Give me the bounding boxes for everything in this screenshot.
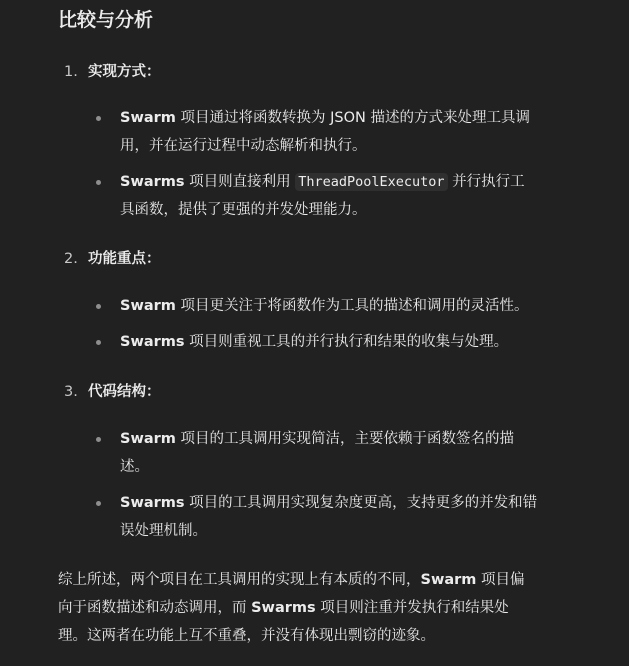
list-item-title: 实现方式：: [88, 64, 161, 80]
bullet-dot-icon: [96, 304, 101, 309]
summary-text: 项目偏: [476, 572, 525, 588]
summary-text: 项目则注重并发执行和结果处: [315, 600, 509, 616]
project-name: Swarms: [120, 174, 185, 190]
list-item-focus: [64, 247, 161, 271]
bullet-dot-icon: [96, 116, 101, 121]
bullet-dot-icon: [96, 180, 101, 185]
summary-text: 综上所述，两个项目在工具调用的实现上有本质的不同，: [58, 572, 421, 588]
bullet-text-part: 并行执行工: [447, 174, 525, 190]
project-name: Swarms: [120, 495, 185, 511]
bullet-text-part: 误处理机制。: [120, 523, 207, 539]
bullet-text: [120, 328, 572, 356]
project-name: Swarm: [420, 572, 477, 588]
bullet-text-part: 项目则重视工具的并行执行和结果的收集与处理。: [184, 334, 509, 350]
bullet-dot-icon: [96, 501, 101, 506]
bullet-text-part: 项目则直接利用: [184, 174, 296, 190]
summary-text: 向于函数描述和动态调用，而: [58, 600, 252, 616]
bullet-text-part: 项目通过将函数转换为 JSON 描述的方式来处理工具调: [175, 110, 530, 126]
project-name: Swarms: [251, 600, 316, 616]
list-item-code-structure: [64, 380, 161, 404]
list-number: 1.: [64, 64, 78, 80]
project-name: Swarm: [120, 298, 176, 314]
bullet-text-part: 用，并在运行过程中动态解析和执行。: [120, 138, 367, 154]
bullet-text: [120, 168, 572, 224]
bullet-dot-icon: [96, 437, 101, 442]
bullet-text: [120, 292, 572, 320]
bullet-text: [120, 104, 572, 160]
bullet-text-part: 具函数，提供了更强的并发处理能力。: [120, 202, 367, 218]
section-heading: 比较与分析: [58, 9, 154, 31]
bullet-text: [120, 425, 572, 481]
bullet-dot-icon: [96, 340, 101, 345]
list-item-title: 功能重点：: [88, 251, 161, 267]
summary-paragraph: [58, 566, 578, 650]
bullet-text-part: 项目的工具调用实现简洁，主要依赖于函数签名的描: [175, 431, 514, 447]
list-item-title: 代码结构：: [88, 384, 161, 400]
list-number: 2.: [64, 251, 78, 267]
bullet-text-part: 项目的工具调用实现复杂度更高，支持更多的并发和错: [184, 495, 538, 511]
list-item-implementation: [64, 60, 161, 84]
project-name: Swarms: [120, 334, 185, 350]
inline-code: ThreadPoolExecutor: [295, 173, 447, 191]
bullet-text-part: 述。: [120, 459, 149, 475]
bullet-text: [120, 489, 572, 545]
project-name: Swarm: [120, 431, 176, 447]
list-number: 3.: [64, 384, 78, 400]
bullet-text-part: 项目更关注于将函数作为工具的描述和调用的灵活性。: [175, 298, 529, 314]
project-name: Swarm: [120, 110, 176, 126]
summary-text: 理。这两者在功能上互不重叠，并没有体现出剽窃的迹象。: [58, 628, 435, 644]
